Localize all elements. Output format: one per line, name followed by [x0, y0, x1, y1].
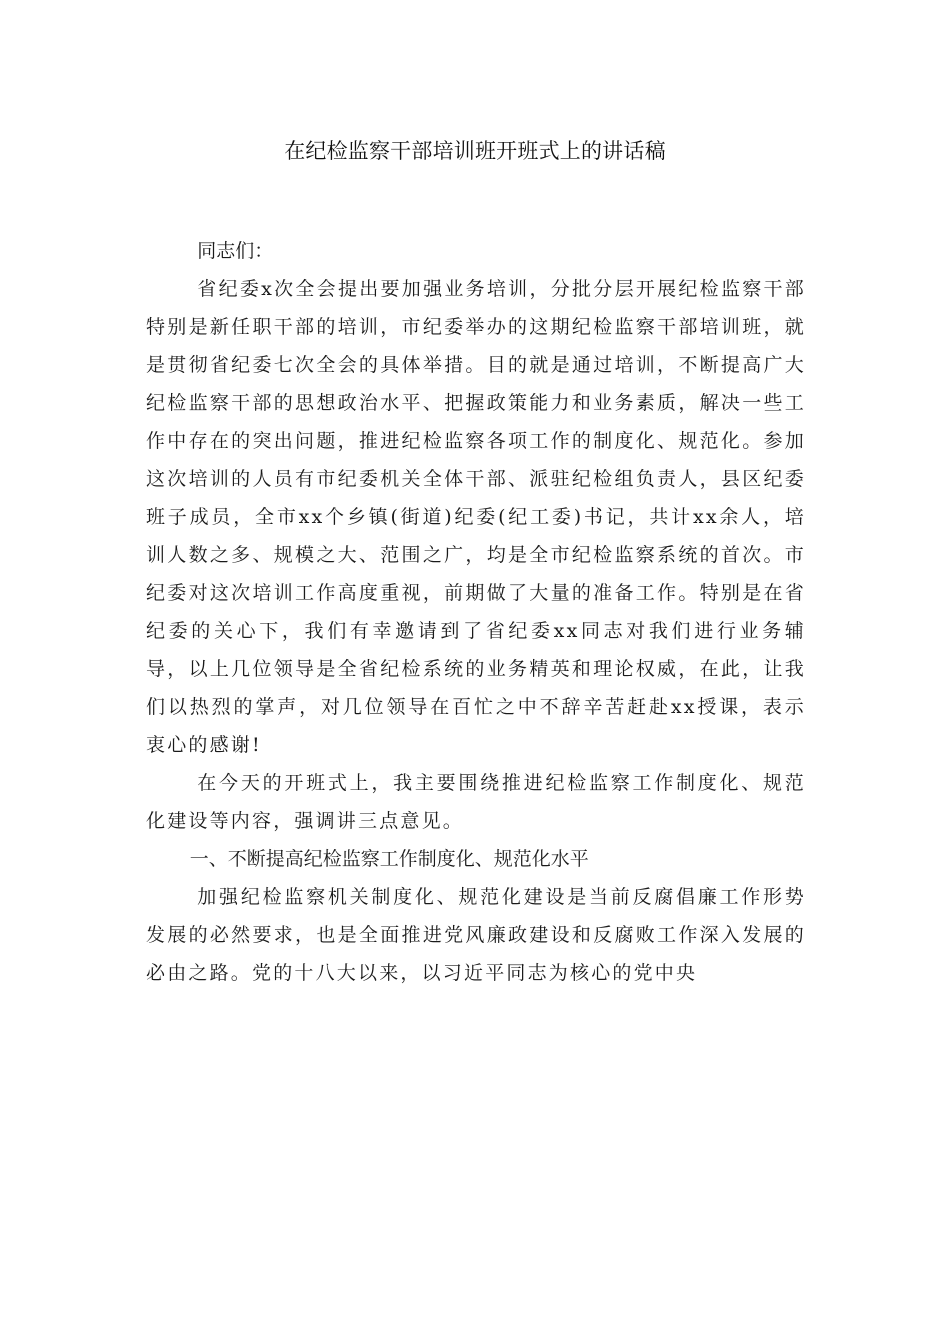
section-paragraph-1: 加强纪检监察机关制度化、规范化建设是当前反腐倡廉工作形势发展的必然要求，也是全面推进党风廉政建设和反腐败工作深入发展的必由之路。党的十八大以来，以习近平同志为核心的党中央 — [146, 886, 806, 984]
document-body — [146, 232, 806, 992]
document-title: 在纪检监察干部培训班开班式上的讲话稿 — [284, 139, 666, 163]
body-paragraph-1: 省纪委x次全会提出要加强业务培训，分批分层开展纪检监察干部特别是新任职干部的培训，市纪委举办的这期纪检监察干部培训班，就是贯彻省纪委七次全会的具体举措。目的就是通过培训，不断提高广大纪检监察干部的思想政治水平、把握政策能力和业务素质，解决一些工作中存在的突出问题，推进纪检监察各项工作的制度化、规范化。参加这次培训的人员有市纪委机关全体干部、派驻纪检组负责人，县区纪委班子成员，全市xx个乡镇(街道)纪委(纪工委)书记，共计xx余人，培训人数之多、规模之大、范围之广，均是全市纪检监察系统的首次。市纪委对这次培训工作高度重视，前期做了大量的准备工作。特别是在省纪委的关心下，我们有幸邀请到了省纪委xx同志对我们进行业务辅导，以上几位领导是全省纪检系统的业务精英和理论权威，在此，让我们以热烈的掌声，对几位领导在百忙之中不辞辛苦赶赴xx授课，表示衷心的感谢! — [146, 278, 806, 756]
body-paragraph-2: 在今天的开班式上，我主要围绕推进纪检监察工作制度化、规范化建设等内容，强调讲三点意见。 — [146, 772, 806, 832]
salutation: 同志们： — [197, 240, 274, 262]
section-heading-1: 一、不断提高纪检监察工作制度化、规范化水平 — [189, 848, 589, 870]
